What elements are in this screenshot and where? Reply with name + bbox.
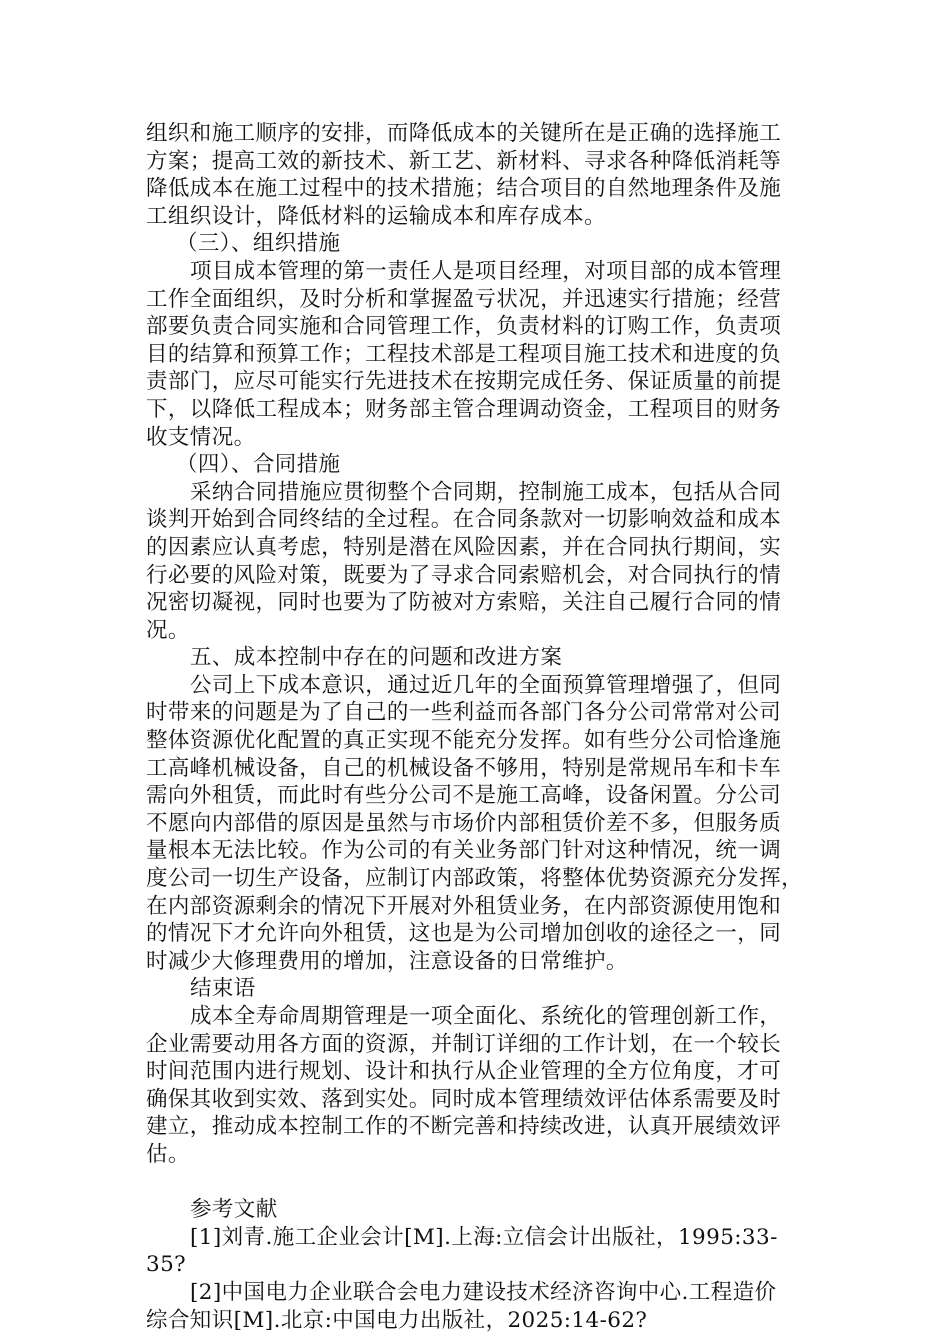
text-line: 五、成本控制中存在的问题和改进方案 [190,645,563,671]
text-line: 成本全寿命周期管理是一项全面化、系统化的管理创新工作， [190,1004,782,1029]
text-line: 需向外租赁，而此时有些分公司不是施工高峰，设备闲置。分公司 [146,783,782,809]
text-line: 在内部资源剩余的情况下开展对外租赁业务，在内部资源使用饱和 [146,893,782,919]
text-line: 组织和施工顺序的安排，而降低成本的关键所在是正确的选择施工 [146,121,782,146]
text-line: 方案；提高工效的新技术、新工艺、新材料、寻求各种降低消耗等 [146,148,782,174]
text-line: 度公司一切生产设备，应制订内部政策，将整体优势资源充分发挥， [146,866,804,892]
text-line: （三）、组织措施 [176,231,341,257]
text-line: 整体资源优化配置的真正实现不能充分发挥。如有些分公司恰逢施 [146,728,782,754]
paragraph [146,120,806,230]
paragraph [146,479,806,645]
text-line: 工组织设计，降低材料的运输成本和库存成本。 [146,203,606,229]
text-line: 下，以降低工程成本；财务部主管合理调动资金，工程项目的财务 [146,396,782,422]
text-line: 部要负责合同实施和合同管理工作，负责材料的订购工作，负责项 [146,314,782,340]
text-line: 时带来的问题是为了自己的一些利益而各部门各分公司常常对公司 [146,700,782,726]
section-heading [146,644,806,672]
text-line: 工作全面组织，及时分析和掌握盈亏状况，并迅速实行措施；经营 [146,286,782,312]
text-line: 采纳合同措施应贯彻整个合同期，控制施工成本，包括从合同 [190,479,782,505]
paragraph [146,258,806,451]
text-line: 谈判开始到合同终结的全过程。在合同条款对一切影响效益和成本 [146,507,782,533]
reference-entry [146,1224,806,1279]
document-page [146,120,806,1334]
text-line: [1]刘青.施工企业会计[M].上海:立信会计出版社，1995:33- [190,1224,778,1250]
text-line: 的情况下才允许向外租赁，这也是为公司增加创收的途径之一，同 [146,921,782,947]
text-line: 收支情况。 [146,424,256,450]
paragraph [146,1003,806,1169]
text-line: 确保其收到实效、落到实处。同时成本管理绩效评估体系需要及时 [146,1086,782,1112]
text-line: 企业需要动用各方面的资源，并制订详细的工作计划，在一个较长 [146,1031,782,1057]
reference-entry [146,1279,806,1334]
section-subheading [146,451,806,479]
text-line: （四）、合同措施 [176,452,341,478]
text-line: 估。 [146,1141,190,1167]
text-line: 目的结算和预算工作；工程技术部是工程项目施工技术和进度的负 [146,341,782,367]
text-line: 的因素应认真考虑，特别是潜在风险因素，并在合同执行期间，实 [146,534,782,560]
text-line: 35? [146,1252,187,1278]
section-heading [146,975,806,1003]
text-line: 结束语 [190,976,256,1002]
text-line: 况。 [146,617,190,643]
text-line: 工高峰机械设备，自己的机械设备不够用，特别是常规吊车和卡车 [146,755,782,781]
text-line: 责部门，应尽可能实行先进技术在按期完成任务、保证质量的前提 [146,369,782,395]
blank-line [146,1169,806,1197]
text-line: 参考文献 [190,1197,278,1223]
text-line: 不愿向内部借的原因是虽然与市场价内部租赁价差不多，但服务质 [146,810,782,836]
document-body [146,120,806,1334]
text-line: 建立，推动成本控制工作的不断完善和持续改进，认真开展绩效评 [146,1114,782,1140]
text-line: [2]中国电力企业联合会电力建设技术经济咨询中心.工程造价 [190,1279,777,1305]
text-line: 时减少大修理费用的增加，注意设备的日常维护。 [146,948,628,974]
text-line: 项目成本管理的第一责任人是项目经理，对项目部的成本管理 [190,258,782,284]
text-line: 时间范围内进行规划、设计和执行从企业管理的全方位角度，才可 [146,1059,782,1085]
text-line: 况密切凝视，同时也要为了防被对方索赔，关注自己履行合同的情 [146,590,782,616]
text-line: 行必要的风险对策，既要为了寻求合同索赔机会，对合同执行的情 [146,562,782,588]
text-line: 量根本无法比较。作为公司的有关业务部门针对这种情况，统一调 [146,838,782,864]
section-heading [146,1196,806,1224]
paragraph [146,672,806,976]
text-line: 降低成本在施工过程中的技术措施；结合项目的自然地理条件及施 [146,176,782,202]
text-line: 综合知识[M].北京:中国电力出版社，2025:14-62? [146,1307,648,1333]
section-subheading [146,230,806,258]
text-line: 公司上下成本意识，通过近几年的全面预算管理增强了，但同 [190,672,782,698]
